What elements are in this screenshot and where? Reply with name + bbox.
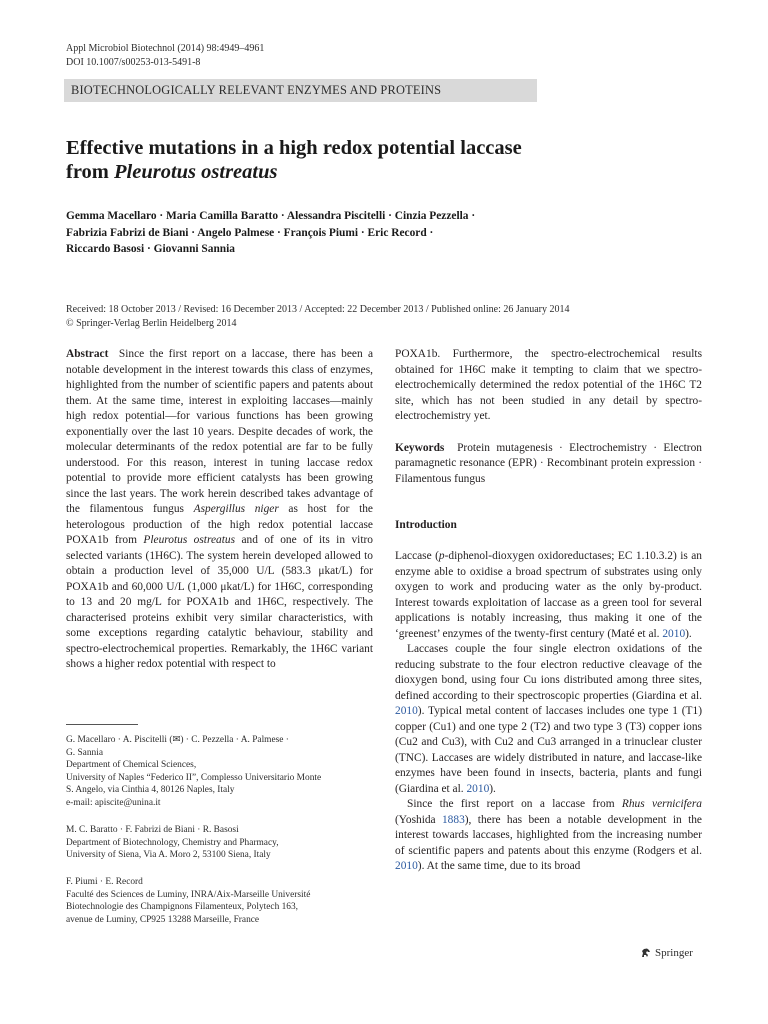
citation-link[interactable]: 1883 xyxy=(441,813,465,826)
citation-link[interactable]: 2010 xyxy=(395,860,418,872)
citation-link[interactable]: 2010 xyxy=(662,627,686,640)
citation-link[interactable]: 2010 xyxy=(466,782,490,795)
intro-paragraph-2: Laccases couple the four single electron oxidations of the reducing substrate to the four electron reductive cleavage of the dioxygen bond, using four Cu ions distributed among three sites, defined according to their spectroscopic properties (Giardina et al. 2010). Typical metal content of laccases includes one type 1 (T1) copper (Cu1) and one type 2 (T2) and two type 3 (T3) copper ions (Cu2 and Cu3), with Cu2 and Cu3 arranged in a trinuclear cluster (TNC). Laccases are widely distributed in nature, and laccase-like enzymes have been found in insects, bacteria, plants and fungi (Giardina et al. 2010). xyxy=(395,643,702,795)
affiliation-siena: M. C. Baratto · F. Fabrizi de Biani · R. Basosi Department of Biotechnology, Chemistry and Pharmacy, University of Siena, Via A. Moro 2, 53100 Siena, Italy xyxy=(66,825,279,861)
right-column xyxy=(395,347,702,875)
author-list xyxy=(66,208,706,258)
publisher-name: Springer xyxy=(655,947,693,959)
footnote-divider xyxy=(66,724,138,725)
author-line-1: Gemma Macellaro · Maria Camilla Baratto · Alessandra Piscitelli · Cinzia Pezzella · xyxy=(66,210,476,222)
affiliation-marseille: F. Piumi · E. Record Faculté des Sciences de Luminy, INRA/Aix-Marseille Université Biotechnologie des Champignons Filamenteux, Polytech 163, avenue de Luminy, CP925 13288 Marseille, France xyxy=(66,877,311,925)
affiliation-naples: G. Macellaro · A. Piscitelli (✉) · C. Pezzella · A. Palmese · G. Sannia Department of Chemical Sciences, University of Naples “Federico II”, Complesso Universitario Monte S. Angelo, via Cinthia 4, 80126 Naples, Italy e-mail: apiscite@unina.it xyxy=(66,734,373,810)
section-label: BIOTECHNOLOGICALLY RELEVANT ENZYMES AND PROTEINS xyxy=(71,83,442,97)
title-line-2: from Pleurotus ostreatus xyxy=(66,161,278,183)
corresponding-email: e-mail: apiscite@unina.it xyxy=(66,797,161,808)
left-column xyxy=(66,347,373,673)
introduction-heading: Introduction xyxy=(395,519,457,531)
publication-dates: Received: 18 October 2013 / Revised: 16 December 2013 / Accepted: 22 December 2013 / Published online: 26 January 2014 xyxy=(66,304,570,315)
intro-paragraph-3: Since the first report on a laccase from Rhus vernicifera (Yoshida 1883), there has been a notable development in the interest towards laccases, highlighted from the increasing number of scientific papers and patents about this enzyme (Rodgers et al. 2010). At the same time, due to its broad xyxy=(395,798,702,872)
abstract-label: Abstract xyxy=(66,348,109,360)
article-title xyxy=(66,136,706,184)
publisher-footer xyxy=(640,946,693,960)
abstract: Abstract Since the first report on a laccase, there has been a notable development in the interest towards this class of enzymes, highlighted from the number of scientific papers and patents about them. At the same time, interest in exploiting laccases—mainly high redox potential—for various functions has been growing exponentially over the last 10 years. Despite decades of work, the molecular determinants of the redox potential are far to be fully understood. For this reason, interest in tuning laccase redox potential to provide more efficient catalysts has been growing since the last years. The work herein described takes advantage of the filamentous fungus Aspergillus niger as host for the heterologous production of the high redox potential laccase POXA1b from Pleurotus ostreatus and of one of its in vitro selected variants (1H6C). The system herein developed allowed to obtain a production level of 35,000 U/L (583.3 μkat/L) for POXA1b and 60,000 U/L (1,000 μkat/L) for 1H6C, corresponding to 13 and 20 mg/L for POXA1b and 1H6C, respectively. The characterised proteins exhibit very similar characteristics, with some exceptions regarding catalytic behaviour, stability and spectro-electrochemical properties. Remarkably, the 1H6C variant shows a higher redox potential with respect to xyxy=(66,348,373,670)
keywords-label: Keywords xyxy=(395,441,445,454)
keywords: Keywords Protein mutagenesis · Electrochemistry · Electron paramagnetic resonance (EPR) · Recombinant protein expression · Filamentous fungus xyxy=(395,441,702,485)
citation-link[interactable]: 2010 xyxy=(395,705,418,717)
abstract-continuation: POXA1b. Furthermore, the spectro-electrochemical results obtained for 1H6C make it tempting to claim that we spectro-electrochemically determined the redox potential of the 1H6C T2 site, which has not been studied in any detail by spectro-electrochemistry yet. xyxy=(395,348,702,422)
author-line-3: Riccardo Basosi · Giovanni Sannia xyxy=(66,243,235,255)
intro-paragraph-1: Laccase (p-diphenol-dioxygen oxidoreductases; EC 1.10.3.2) is an enzyme able to oxidise a broad spectrum of substrates using only oxygen to work and producing water as the only by-product. Interest towards exploitation of laccase as a green tool for several applications is notably increasing, thus making it one of the ‘greenest’ enzymes of the twenty-first century (Maté et al. 2010). xyxy=(395,550,703,640)
copyright-line: © Springer-Verlag Berlin Heidelberg 2014 xyxy=(66,318,237,329)
springer-horse-icon xyxy=(640,947,652,959)
section-banner xyxy=(64,79,537,102)
doi-line: DOI 10.1007/s00253-013-5491-8 xyxy=(66,57,201,68)
title-line-1: Effective mutations in a high redox potential laccase xyxy=(66,137,522,159)
title-species: Pleurotus ostreatus xyxy=(114,161,278,183)
journal-citation: Appl Microbiol Biotechnol (2014) 98:4949–4961 xyxy=(66,43,265,54)
author-line-2: Fabrizia Fabrizi de Biani · Angelo Palmese · François Piumi · Eric Record · xyxy=(66,226,434,239)
